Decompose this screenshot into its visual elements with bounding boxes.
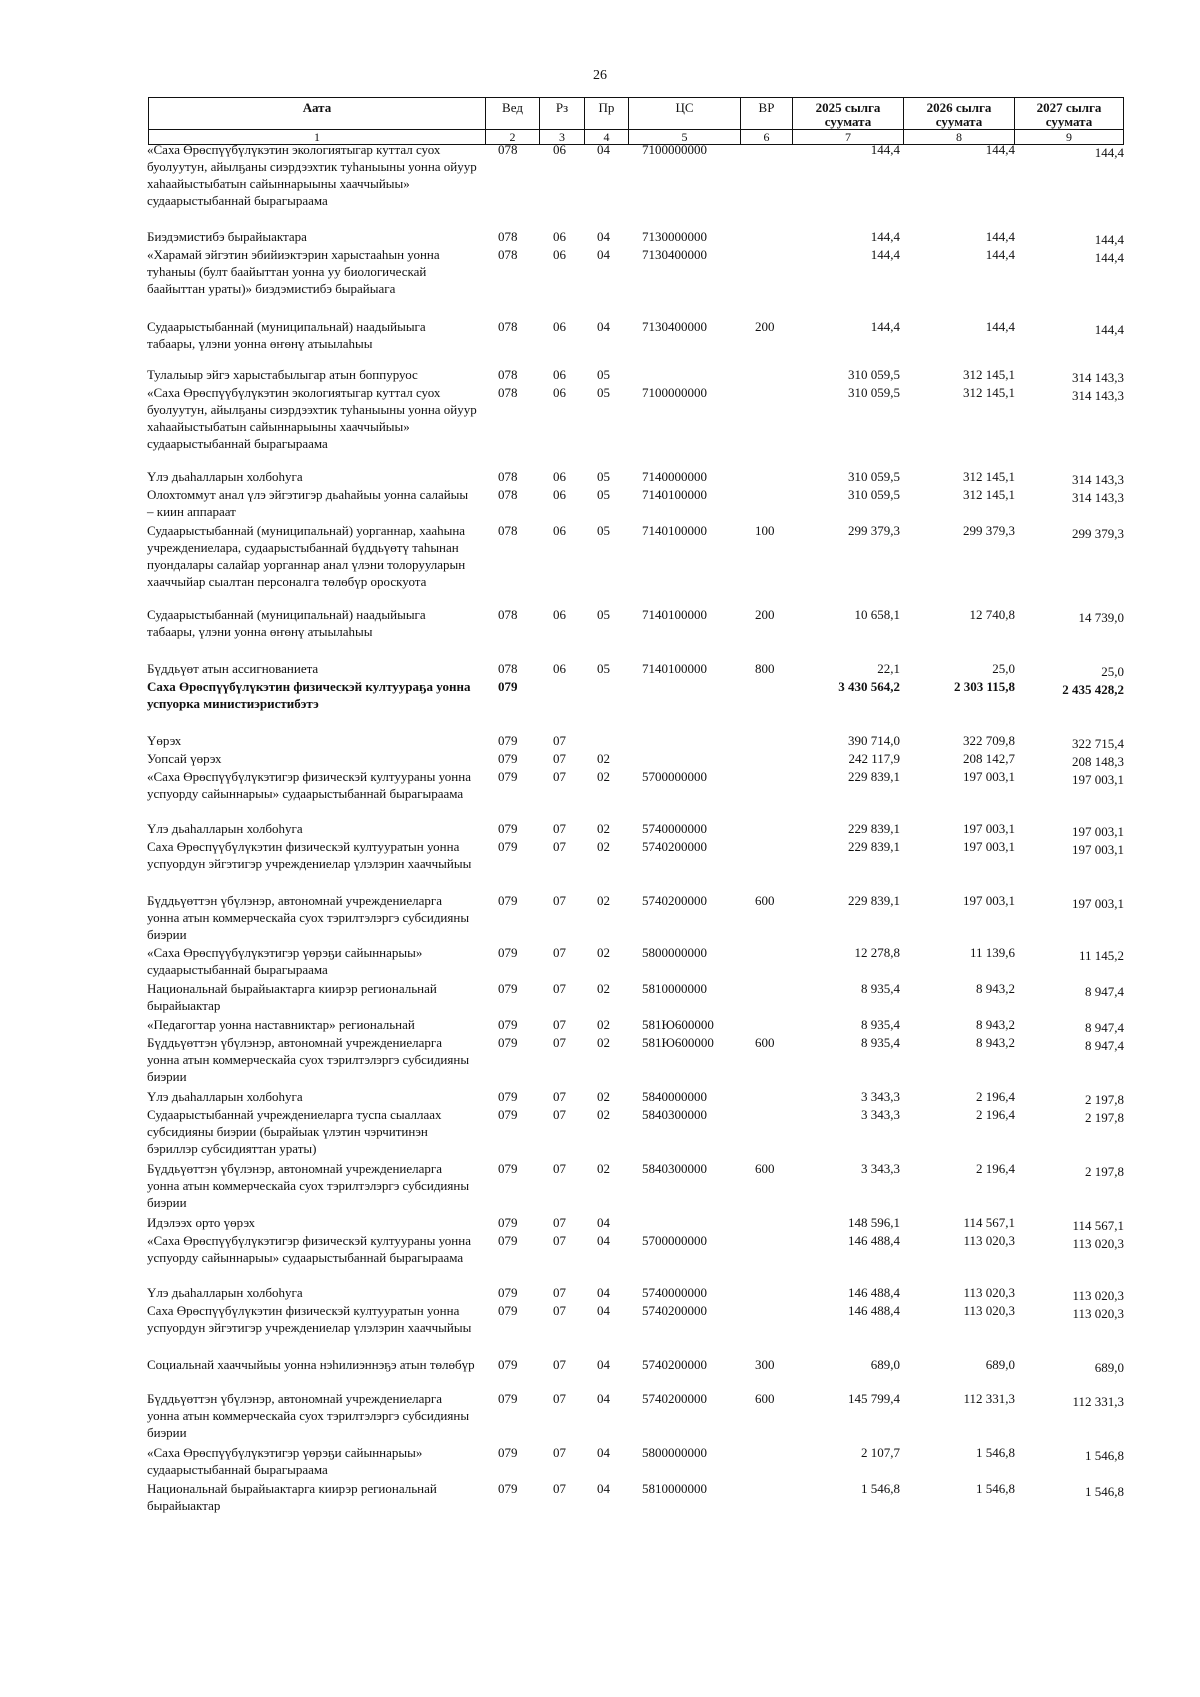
row-name: «Саха Өрөспүүбүлүкэтин экологиятыгар куттал суох буолуутун, айылҕаны сиэрдээхтик туһаныыны уонна ойуур хаһаайыстыбатын сайыннарыыны хааччыйыы» судаарыстыбаннай бырагыраама [147, 142, 477, 208]
row-rz: 07 [553, 945, 566, 960]
row-value-2026: 2 196,4 [976, 1089, 1015, 1104]
row-pr: 02 [597, 1089, 610, 1104]
row-name: «Педагогтар уонна наставниктар» региональнай [147, 1017, 415, 1032]
row-rz: 07 [553, 1233, 566, 1248]
row-ved: 078 [498, 487, 518, 502]
row-cs: 7140100000 [642, 487, 707, 502]
row-value-2026: 8 943,2 [976, 1035, 1015, 1050]
row-rz: 07 [553, 733, 566, 748]
row-cs: 5810000000 [642, 981, 707, 996]
row-ved: 079 [498, 1215, 518, 1230]
row-value-2025: 10 658,1 [854, 607, 900, 622]
row-rz: 07 [553, 751, 566, 766]
row-rz: 06 [553, 487, 566, 502]
row-ved: 079 [498, 1017, 518, 1032]
row-rz: 07 [553, 1035, 566, 1050]
row-pr: 02 [597, 751, 610, 766]
row-cs: 5810000000 [642, 1481, 707, 1496]
row-cs: 5740200000 [642, 893, 707, 908]
row-rz: 07 [553, 769, 566, 784]
row-value-2025: 310 059,5 [848, 487, 900, 502]
row-value-2027: 8 947,4 [1085, 1020, 1124, 1035]
row-value-2026: 114 567,1 [963, 1215, 1015, 1230]
header-vr: ВР [741, 98, 793, 130]
row-value-2027: 2 197,8 [1085, 1164, 1124, 1179]
row-pr: 02 [597, 1107, 610, 1122]
row-name: «Харамай эйгэтин эбийиэктэрин харыстааһын уонна туһаныы (булт баайыттан уонна уу биологическай баайыттан ураты)» биэдэмистибэ бырайыага [147, 247, 440, 296]
header-2027: 2027 сылга суумата [1015, 98, 1124, 130]
row-cs: 5840300000 [642, 1107, 707, 1122]
column-number: 1 [149, 130, 486, 145]
row-cs: 5800000000 [642, 1445, 707, 1460]
row-vr: 800 [755, 661, 775, 676]
row-cs: 581Ю600000 [642, 1035, 714, 1050]
row-cs: 5700000000 [642, 1233, 707, 1248]
page-number: 26 [593, 68, 607, 83]
row-pr: 02 [597, 839, 610, 854]
row-pr: 02 [597, 821, 610, 836]
row-value-2025: 8 935,4 [861, 1035, 900, 1050]
row-rz: 06 [553, 367, 566, 382]
row-name: «Саха Өрөспүүбүлүкэтин экологиятыгар куттал суох буолуутун, айылҕаны сиэрдээхтик туһаныыны уонна ойуур хаһаайыстыбатын сайыннарыыны хааччыйыы» судаарыстыбаннай бырагыраама [147, 385, 477, 451]
row-value-2025: 3 430 564,2 [838, 679, 900, 694]
row-value-2025: 144,4 [870, 247, 900, 262]
header-pr: Пр [585, 98, 629, 130]
row-name: Саха Өрөспүүбүлүкэтин физическэй култуураҕа уонна успуорка министиэристибэтэ [147, 679, 471, 711]
row-value-2027: 2 197,8 [1085, 1092, 1124, 1107]
row-rz: 07 [553, 1285, 566, 1300]
row-cs: 7140000000 [642, 469, 707, 484]
row-value-2027: 197 003,1 [1072, 772, 1124, 787]
row-rz: 07 [553, 1089, 566, 1104]
row-ved: 079 [498, 751, 518, 766]
row-name: Бүддьүөт атын ассигнованиета [147, 661, 319, 676]
row-value-2025: 1 546,8 [861, 1481, 900, 1496]
row-value-2027: 113 020,3 [1072, 1306, 1124, 1321]
row-name: «Саха Өрөспүүбүлүкэтигэр үөрэҕи сайыннарыы» судаарыстыбаннай бырагыраама [147, 945, 423, 977]
row-value-2027: 314 143,3 [1072, 472, 1124, 487]
row-cs: 7130400000 [642, 319, 707, 334]
row-ved: 079 [498, 1481, 518, 1496]
row-name: Судаарыстыбаннай учреждениеларга туспа сыаллаах субсидияны биэрии (бырайыак үлэтин чэрчитинэн бэриллэр субсидияттан ураты) [147, 1107, 442, 1156]
row-rz: 07 [553, 893, 566, 908]
row-pr: 02 [597, 1161, 610, 1176]
row-ved: 078 [498, 319, 518, 334]
row-cs: 581Ю600000 [642, 1017, 714, 1032]
column-number: 8 [904, 130, 1015, 145]
row-pr: 04 [597, 247, 610, 262]
row-pr: 05 [597, 607, 610, 622]
column-number: 2 [486, 130, 540, 145]
row-cs: 7100000000 [642, 142, 707, 157]
row-ved: 079 [498, 733, 518, 748]
row-pr: 04 [597, 1233, 610, 1248]
row-name: Олохтоммут анал үлэ эйгэтигэр дьаһайыы уонна салайыы – киин аппараат [147, 487, 469, 519]
row-value-2026: 8 943,2 [976, 981, 1015, 996]
row-value-2027: 314 143,3 [1072, 370, 1124, 385]
row-value-2027: 25,0 [1101, 664, 1124, 679]
row-ved: 079 [498, 1391, 518, 1406]
row-vr: 600 [755, 1391, 775, 1406]
row-name: Үөрэх [147, 733, 182, 748]
row-name: Тулалыыр эйгэ харыстабылыгар атын боппуруос [147, 367, 418, 382]
row-pr: 05 [597, 661, 610, 676]
row-value-2026: 112 331,3 [963, 1391, 1015, 1406]
row-value-2026: 113 020,3 [963, 1285, 1015, 1300]
row-value-2027: 144,4 [1094, 232, 1124, 247]
row-pr: 04 [597, 1303, 610, 1318]
row-value-2025: 229 839,1 [848, 839, 900, 854]
row-ved: 078 [498, 142, 518, 157]
row-value-2025: 310 059,5 [848, 385, 900, 400]
row-value-2026: 299 379,3 [963, 523, 1015, 538]
row-pr: 04 [597, 1357, 610, 1372]
row-pr: 04 [597, 142, 610, 157]
row-value-2025: 310 059,5 [848, 367, 900, 382]
row-vr: 200 [755, 607, 775, 622]
header-cs: ЦС [629, 98, 741, 130]
row-value-2027: 144,4 [1094, 250, 1124, 265]
row-pr: 05 [597, 469, 610, 484]
row-pr: 05 [597, 385, 610, 400]
row-ved: 079 [498, 679, 518, 694]
row-value-2025: 2 107,7 [861, 1445, 900, 1460]
row-pr: 04 [597, 1481, 610, 1496]
row-value-2026: 1 546,8 [976, 1481, 1015, 1496]
row-name: «Саха Өрөспүүбүлүкэтигэр үөрэҕи сайыннарыы» судаарыстыбаннай бырагыраама [147, 1445, 423, 1477]
row-vr: 600 [755, 1035, 775, 1050]
row-pr: 04 [597, 319, 610, 334]
row-ved: 079 [498, 1303, 518, 1318]
row-cs: 7140100000 [642, 607, 707, 622]
row-name: Саха Өрөспүүбүлүкэтин физическэй култууратын уонна успуордун эйгэтигэр учреждениелар үлэлэрин хааччыйыы [147, 839, 472, 871]
row-value-2027: 689,0 [1094, 1360, 1124, 1375]
row-value-2025: 3 343,3 [861, 1161, 900, 1176]
row-value-2025: 229 839,1 [848, 821, 900, 836]
row-value-2026: 197 003,1 [963, 893, 1015, 908]
row-value-2025: 299 379,3 [848, 523, 900, 538]
row-vr: 100 [755, 523, 775, 538]
row-cs: 7130000000 [642, 229, 707, 244]
row-name: «Саха Өрөспүүбүлүкэтигэр физическэй култуураны уонна успуорду сайыннарыы» судаарыстыбаннай бырагыраама [147, 1233, 471, 1265]
row-vr: 600 [755, 1161, 775, 1176]
row-value-2027: 144,4 [1094, 145, 1124, 160]
row-value-2027: 113 020,3 [1072, 1236, 1124, 1251]
row-pr: 04 [597, 1285, 610, 1300]
row-value-2027: 8 947,4 [1085, 1038, 1124, 1053]
row-value-2026: 113 020,3 [963, 1233, 1015, 1248]
row-value-2027: 2 435 428,2 [1062, 682, 1124, 697]
row-name: Биэдэмистибэ бырайыактара [147, 229, 307, 244]
row-ved: 078 [498, 367, 518, 382]
row-value-2026: 25,0 [992, 661, 1015, 676]
row-value-2026: 144,4 [985, 319, 1015, 334]
row-ved: 079 [498, 1357, 518, 1372]
row-pr: 04 [597, 229, 610, 244]
row-value-2025: 229 839,1 [848, 769, 900, 784]
row-cs: 5800000000 [642, 945, 707, 960]
row-value-2025: 146 488,4 [848, 1303, 900, 1318]
row-name: Судаарыстыбаннай (муниципальнай) наадыйыыга табаары, үлэни уонна өҥөнү атыылаһыы [147, 319, 426, 351]
row-value-2025: 146 488,4 [848, 1285, 900, 1300]
row-ved: 078 [498, 661, 518, 676]
row-value-2026: 312 145,1 [963, 487, 1015, 502]
row-value-2026: 113 020,3 [963, 1303, 1015, 1318]
row-value-2027: 197 003,1 [1072, 824, 1124, 839]
row-ved: 079 [498, 1089, 518, 1104]
row-ved: 078 [498, 523, 518, 538]
row-ved: 078 [498, 229, 518, 244]
row-value-2027: 197 003,1 [1072, 896, 1124, 911]
row-rz: 07 [553, 1303, 566, 1318]
row-cs: 5700000000 [642, 769, 707, 784]
row-cs: 5740200000 [642, 1303, 707, 1318]
row-value-2025: 148 596,1 [848, 1215, 900, 1230]
row-value-2025: 145 799,4 [848, 1391, 900, 1406]
column-number: 7 [793, 130, 904, 145]
row-value-2026: 2 196,4 [976, 1107, 1015, 1122]
row-value-2026: 8 943,2 [976, 1017, 1015, 1032]
header-rz: Рз [540, 98, 585, 130]
row-name: Социальнай хааччыйыы уонна нэһилиэннэҕэ атын төлөбүр [147, 1357, 475, 1372]
row-name: Үлэ дьаһалларын холбоһуга [147, 469, 303, 484]
row-value-2025: 22,1 [877, 661, 900, 676]
row-pr: 05 [597, 487, 610, 502]
header-2026: 2026 сылга суумата [904, 98, 1015, 130]
row-value-2026: 197 003,1 [963, 839, 1015, 854]
row-ved: 079 [498, 945, 518, 960]
row-rz: 06 [553, 247, 566, 262]
row-name: Бүддьүөттэн үбүлэнэр, автономнай учреждениеларга уонна атын коммерческайа суох тэрилтэлэргэ субсидияны биэрии [147, 893, 470, 942]
row-value-2025: 144,4 [870, 319, 900, 334]
row-pr: 02 [597, 893, 610, 908]
row-value-2026: 208 142,7 [963, 751, 1015, 766]
row-ved: 079 [498, 1035, 518, 1050]
row-value-2025: 8 935,4 [861, 1017, 900, 1032]
row-value-2025: 144,4 [870, 142, 900, 157]
row-name: Уопсай үөрэх [147, 751, 222, 766]
row-value-2027: 8 947,4 [1085, 984, 1124, 999]
row-value-2026: 2 303 115,8 [953, 679, 1015, 694]
row-value-2026: 197 003,1 [963, 769, 1015, 784]
row-value-2026: 312 145,1 [963, 469, 1015, 484]
row-pr: 02 [597, 1017, 610, 1032]
row-value-2026: 11 139,6 [969, 945, 1015, 960]
row-cs: 5840300000 [642, 1161, 707, 1176]
row-ved: 079 [498, 1233, 518, 1248]
row-name: Национальнай бырайыактарга киирэр региональнай бырайыактар [147, 981, 437, 1013]
row-rz: 07 [553, 1445, 566, 1460]
row-rz: 07 [553, 1481, 566, 1496]
row-name: «Саха Өрөспүүбүлүкэтигэр физическэй култуураны уонна успуорду сайыннарыы» судаарыстыбаннай бырагыраама [147, 769, 471, 801]
row-value-2026: 312 145,1 [963, 367, 1015, 382]
row-value-2025: 144,4 [870, 229, 900, 244]
row-rz: 07 [553, 981, 566, 996]
row-name: Үлэ дьаһалларын холбоһуга [147, 1285, 303, 1300]
row-value-2026: 312 145,1 [963, 385, 1015, 400]
row-rz: 06 [553, 385, 566, 400]
row-ved: 079 [498, 839, 518, 854]
row-value-2025: 689,0 [870, 1357, 900, 1372]
row-value-2027: 113 020,3 [1072, 1288, 1124, 1303]
row-vr: 600 [755, 893, 775, 908]
row-pr: 05 [597, 523, 610, 538]
row-ved: 079 [498, 1285, 518, 1300]
row-value-2025: 3 343,3 [861, 1089, 900, 1104]
row-value-2025: 3 343,3 [861, 1107, 900, 1122]
row-value-2027: 314 143,3 [1072, 388, 1124, 403]
row-pr: 02 [597, 945, 610, 960]
row-rz: 07 [553, 839, 566, 854]
row-cs: 5740200000 [642, 1357, 707, 1372]
row-rz: 06 [553, 607, 566, 622]
row-cs: 7100000000 [642, 385, 707, 400]
row-cs: 7140100000 [642, 523, 707, 538]
row-rz: 07 [553, 1107, 566, 1122]
row-cs: 5740200000 [642, 839, 707, 854]
row-value-2027: 1 546,8 [1085, 1484, 1124, 1499]
row-vr: 300 [755, 1357, 775, 1372]
row-value-2026: 144,4 [985, 142, 1015, 157]
row-pr: 02 [597, 1035, 610, 1050]
row-rz: 06 [553, 523, 566, 538]
row-name: Саха Өрөспүүбүлүкэтин физическэй култууратын уонна успуордун эйгэтигэр учреждениелар үлэлэрин хааччыйыы [147, 1303, 472, 1335]
row-rz: 06 [553, 661, 566, 676]
row-pr: 02 [597, 981, 610, 996]
row-ved: 078 [498, 247, 518, 262]
row-value-2027: 2 197,8 [1085, 1110, 1124, 1125]
row-value-2027: 322 715,4 [1072, 736, 1124, 751]
row-rz: 07 [553, 1357, 566, 1372]
row-pr: 02 [597, 769, 610, 784]
row-cs: 5740200000 [642, 1391, 707, 1406]
row-ved: 079 [498, 893, 518, 908]
row-rz: 07 [553, 1161, 566, 1176]
row-ved: 079 [498, 1107, 518, 1122]
row-vr: 200 [755, 319, 775, 334]
row-rz: 06 [553, 142, 566, 157]
row-value-2027: 11 145,2 [1078, 948, 1124, 963]
row-value-2026: 689,0 [985, 1357, 1015, 1372]
row-value-2026: 322 709,8 [963, 733, 1015, 748]
row-value-2027: 1 546,8 [1085, 1448, 1124, 1463]
row-value-2025: 229 839,1 [848, 893, 900, 908]
row-ved: 078 [498, 469, 518, 484]
row-value-2026: 144,4 [985, 229, 1015, 244]
row-value-2025: 12 278,8 [854, 945, 900, 960]
row-name: Бүддьүөттэн үбүлэнэр, автономнай учреждениеларга уонна атын коммерческайа суох тэрилтэлэргэ субсидияны биэрии [147, 1035, 470, 1084]
row-value-2025: 8 935,4 [861, 981, 900, 996]
row-ved: 079 [498, 769, 518, 784]
row-rz: 06 [553, 229, 566, 244]
row-value-2027: 112 331,3 [1072, 1394, 1124, 1409]
row-cs: 5740000000 [642, 1285, 707, 1300]
row-name: Үлэ дьаһалларын холбоһуга [147, 821, 303, 836]
row-ved: 078 [498, 607, 518, 622]
row-name: Национальнай бырайыактарга киирэр региональнай бырайыактар [147, 1481, 437, 1513]
row-ved: 079 [498, 1161, 518, 1176]
header-name: Аата [149, 98, 486, 130]
row-ved: 078 [498, 385, 518, 400]
header-ved: Вед [486, 98, 540, 130]
row-rz: 07 [553, 821, 566, 836]
row-value-2027: 314 143,3 [1072, 490, 1124, 505]
row-value-2027: 197 003,1 [1072, 842, 1124, 857]
row-rz: 06 [553, 319, 566, 334]
row-pr: 04 [597, 1215, 610, 1230]
row-ved: 079 [498, 821, 518, 836]
row-value-2026: 197 003,1 [963, 821, 1015, 836]
row-pr: 05 [597, 367, 610, 382]
row-name: Бүддьүөттэн үбүлэнэр, автономнай учреждениеларга уонна атын коммерческайа суох тэрилтэлэргэ субсидияны биэрии [147, 1391, 470, 1440]
row-value-2026: 2 196,4 [976, 1161, 1015, 1176]
row-value-2027: 114 567,1 [1072, 1218, 1124, 1233]
row-value-2025: 146 488,4 [848, 1233, 900, 1248]
row-rz: 07 [553, 1391, 566, 1406]
row-pr: 04 [597, 1391, 610, 1406]
row-name: Үлэ дьаһалларын холбоһуга [147, 1089, 303, 1104]
row-value-2027: 208 148,3 [1072, 754, 1124, 769]
row-cs: 7130400000 [642, 247, 707, 262]
row-cs: 7140100000 [642, 661, 707, 676]
header-2025: 2025 сылга суумата [793, 98, 904, 130]
row-pr: 04 [597, 1445, 610, 1460]
row-value-2025: 390 714,0 [848, 733, 900, 748]
row-name: Судаарыстыбаннай (муниципальнай) наадыйыыга табаары, үлэни уонна өҥөнү атыылаһыы [147, 607, 426, 639]
row-value-2027: 299 379,3 [1072, 526, 1124, 541]
row-value-2025: 310 059,5 [848, 469, 900, 484]
column-number: 6 [741, 130, 793, 145]
row-value-2027: 14 739,0 [1078, 610, 1124, 625]
row-name: Идэлээх орто үөрэх [147, 1215, 256, 1230]
column-number: 5 [629, 130, 741, 145]
row-cs: 5840000000 [642, 1089, 707, 1104]
row-rz: 07 [553, 1017, 566, 1032]
row-value-2026: 144,4 [985, 247, 1015, 262]
row-name: Бүддьүөттэн үбүлэнэр, автономнай учреждениеларга уонна атын коммерческайа суох тэрилтэлэргэ субсидияны биэрии [147, 1161, 470, 1210]
column-number: 4 [585, 130, 629, 145]
row-rz: 06 [553, 469, 566, 484]
row-ved: 079 [498, 1445, 518, 1460]
row-value-2026: 1 546,8 [976, 1445, 1015, 1460]
row-ved: 079 [498, 981, 518, 996]
column-number: 9 [1015, 130, 1124, 145]
row-name: Судаарыстыбаннай (муниципальнай) уорганнар, хааһына учреждениелара, судаарыстыбаннай бүддьүөтү таһынан пуондалары салайар уорганнар анал үлэни толорууларын хааччыйар сыалтан персоналга төлөбүр ороскуота [147, 523, 466, 589]
row-cs: 5740000000 [642, 821, 707, 836]
row-rz: 07 [553, 1215, 566, 1230]
column-number: 3 [540, 130, 585, 145]
row-value-2027: 144,4 [1094, 322, 1124, 337]
row-value-2025: 242 117,9 [848, 751, 900, 766]
row-value-2026: 12 740,8 [969, 607, 1015, 622]
